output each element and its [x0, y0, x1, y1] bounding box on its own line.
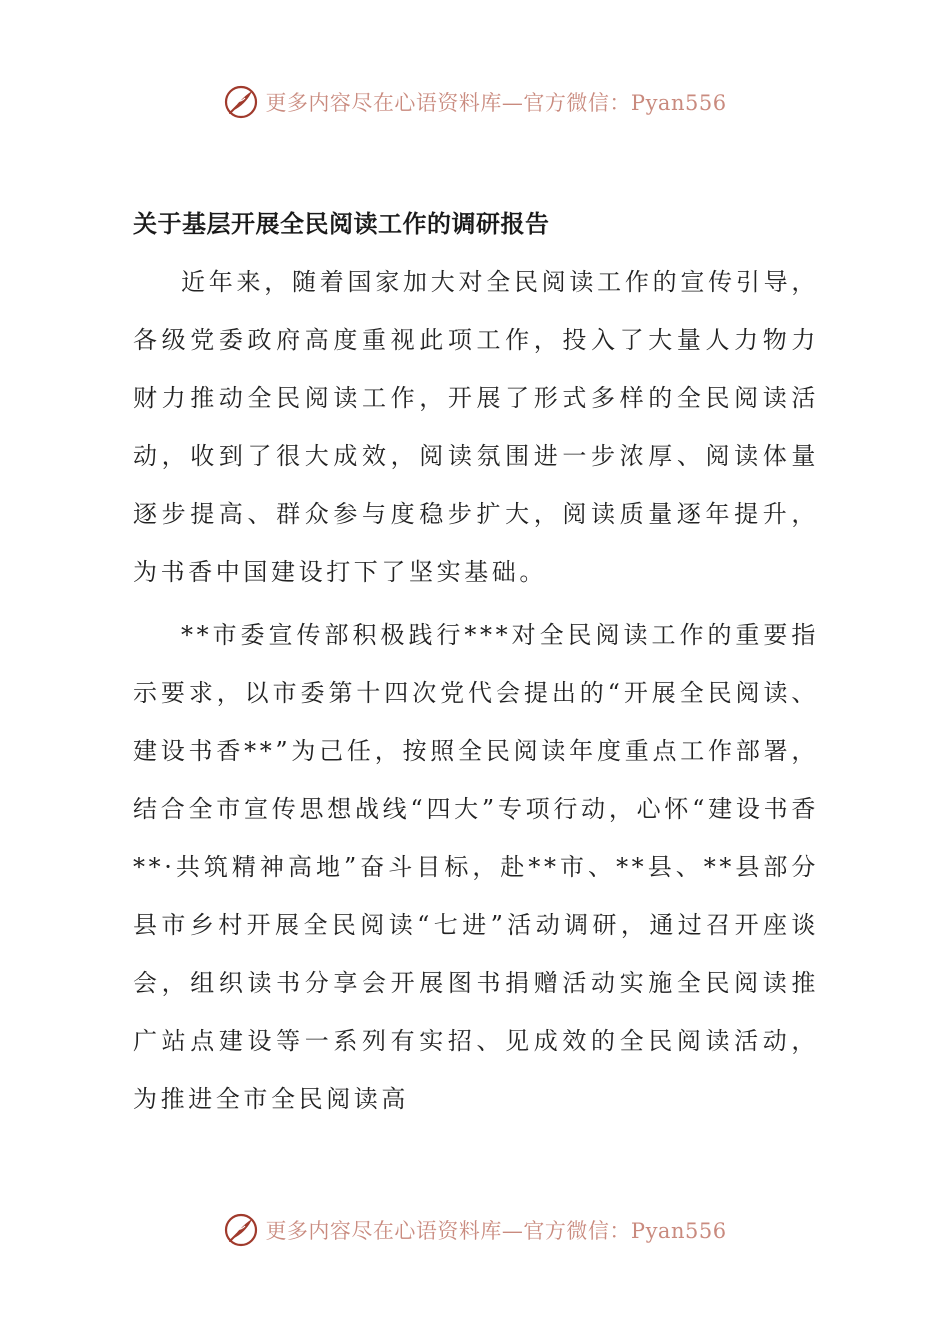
document-title: 关于基层开展全民阅读工作的调研报告 — [133, 209, 550, 238]
body-paragraph: 近年来，随着国家加大对全民阅读工作的宣传引导，各级党委政府高度重视此项工作，投入了大量人力物力财力推动全民阅读工作，开展了形式多样的全民阅读活动，收到了很大成效，阅读氛围进一步浓厚、阅读体量逐步提高、群众参与度稳步扩大，阅读质量逐年提升，为书香中国建设打下了坚实基础。 — [133, 268, 819, 586]
watermark-banner-top — [0, 80, 950, 124]
body-paragraph: **市委宣传部积极践行***对全民阅读工作的重要指示要求，以市委第十四次党代会提出的“开展全民阅读、建设书香**”为己任，按照全民阅读年度重点工作部署，结合全市宣传思想战线“四大”专项行动，心怀“建设书香**·共筑精神高地”奋斗目标，赴**市、**县、**县部分县市乡村开展全民阅读“七进”活动调研，通过召开座谈会，组织读书分享会开展图书捐赠活动实施全民阅读推广站点建设等一系列有实招、见成效的全民阅读活动，为推进全市全民阅读高 — [133, 621, 819, 1113]
watermark-banner-bottom — [0, 1208, 950, 1252]
watermark-text: 更多内容尽在心语资料库—官方微信：Pyan556 — [265, 1219, 727, 1243]
watermark-text: 更多内容尽在心语资料库—官方微信：Pyan556 — [265, 91, 727, 115]
quill-logo-icon — [223, 1212, 259, 1248]
quill-logo-icon — [223, 84, 259, 120]
